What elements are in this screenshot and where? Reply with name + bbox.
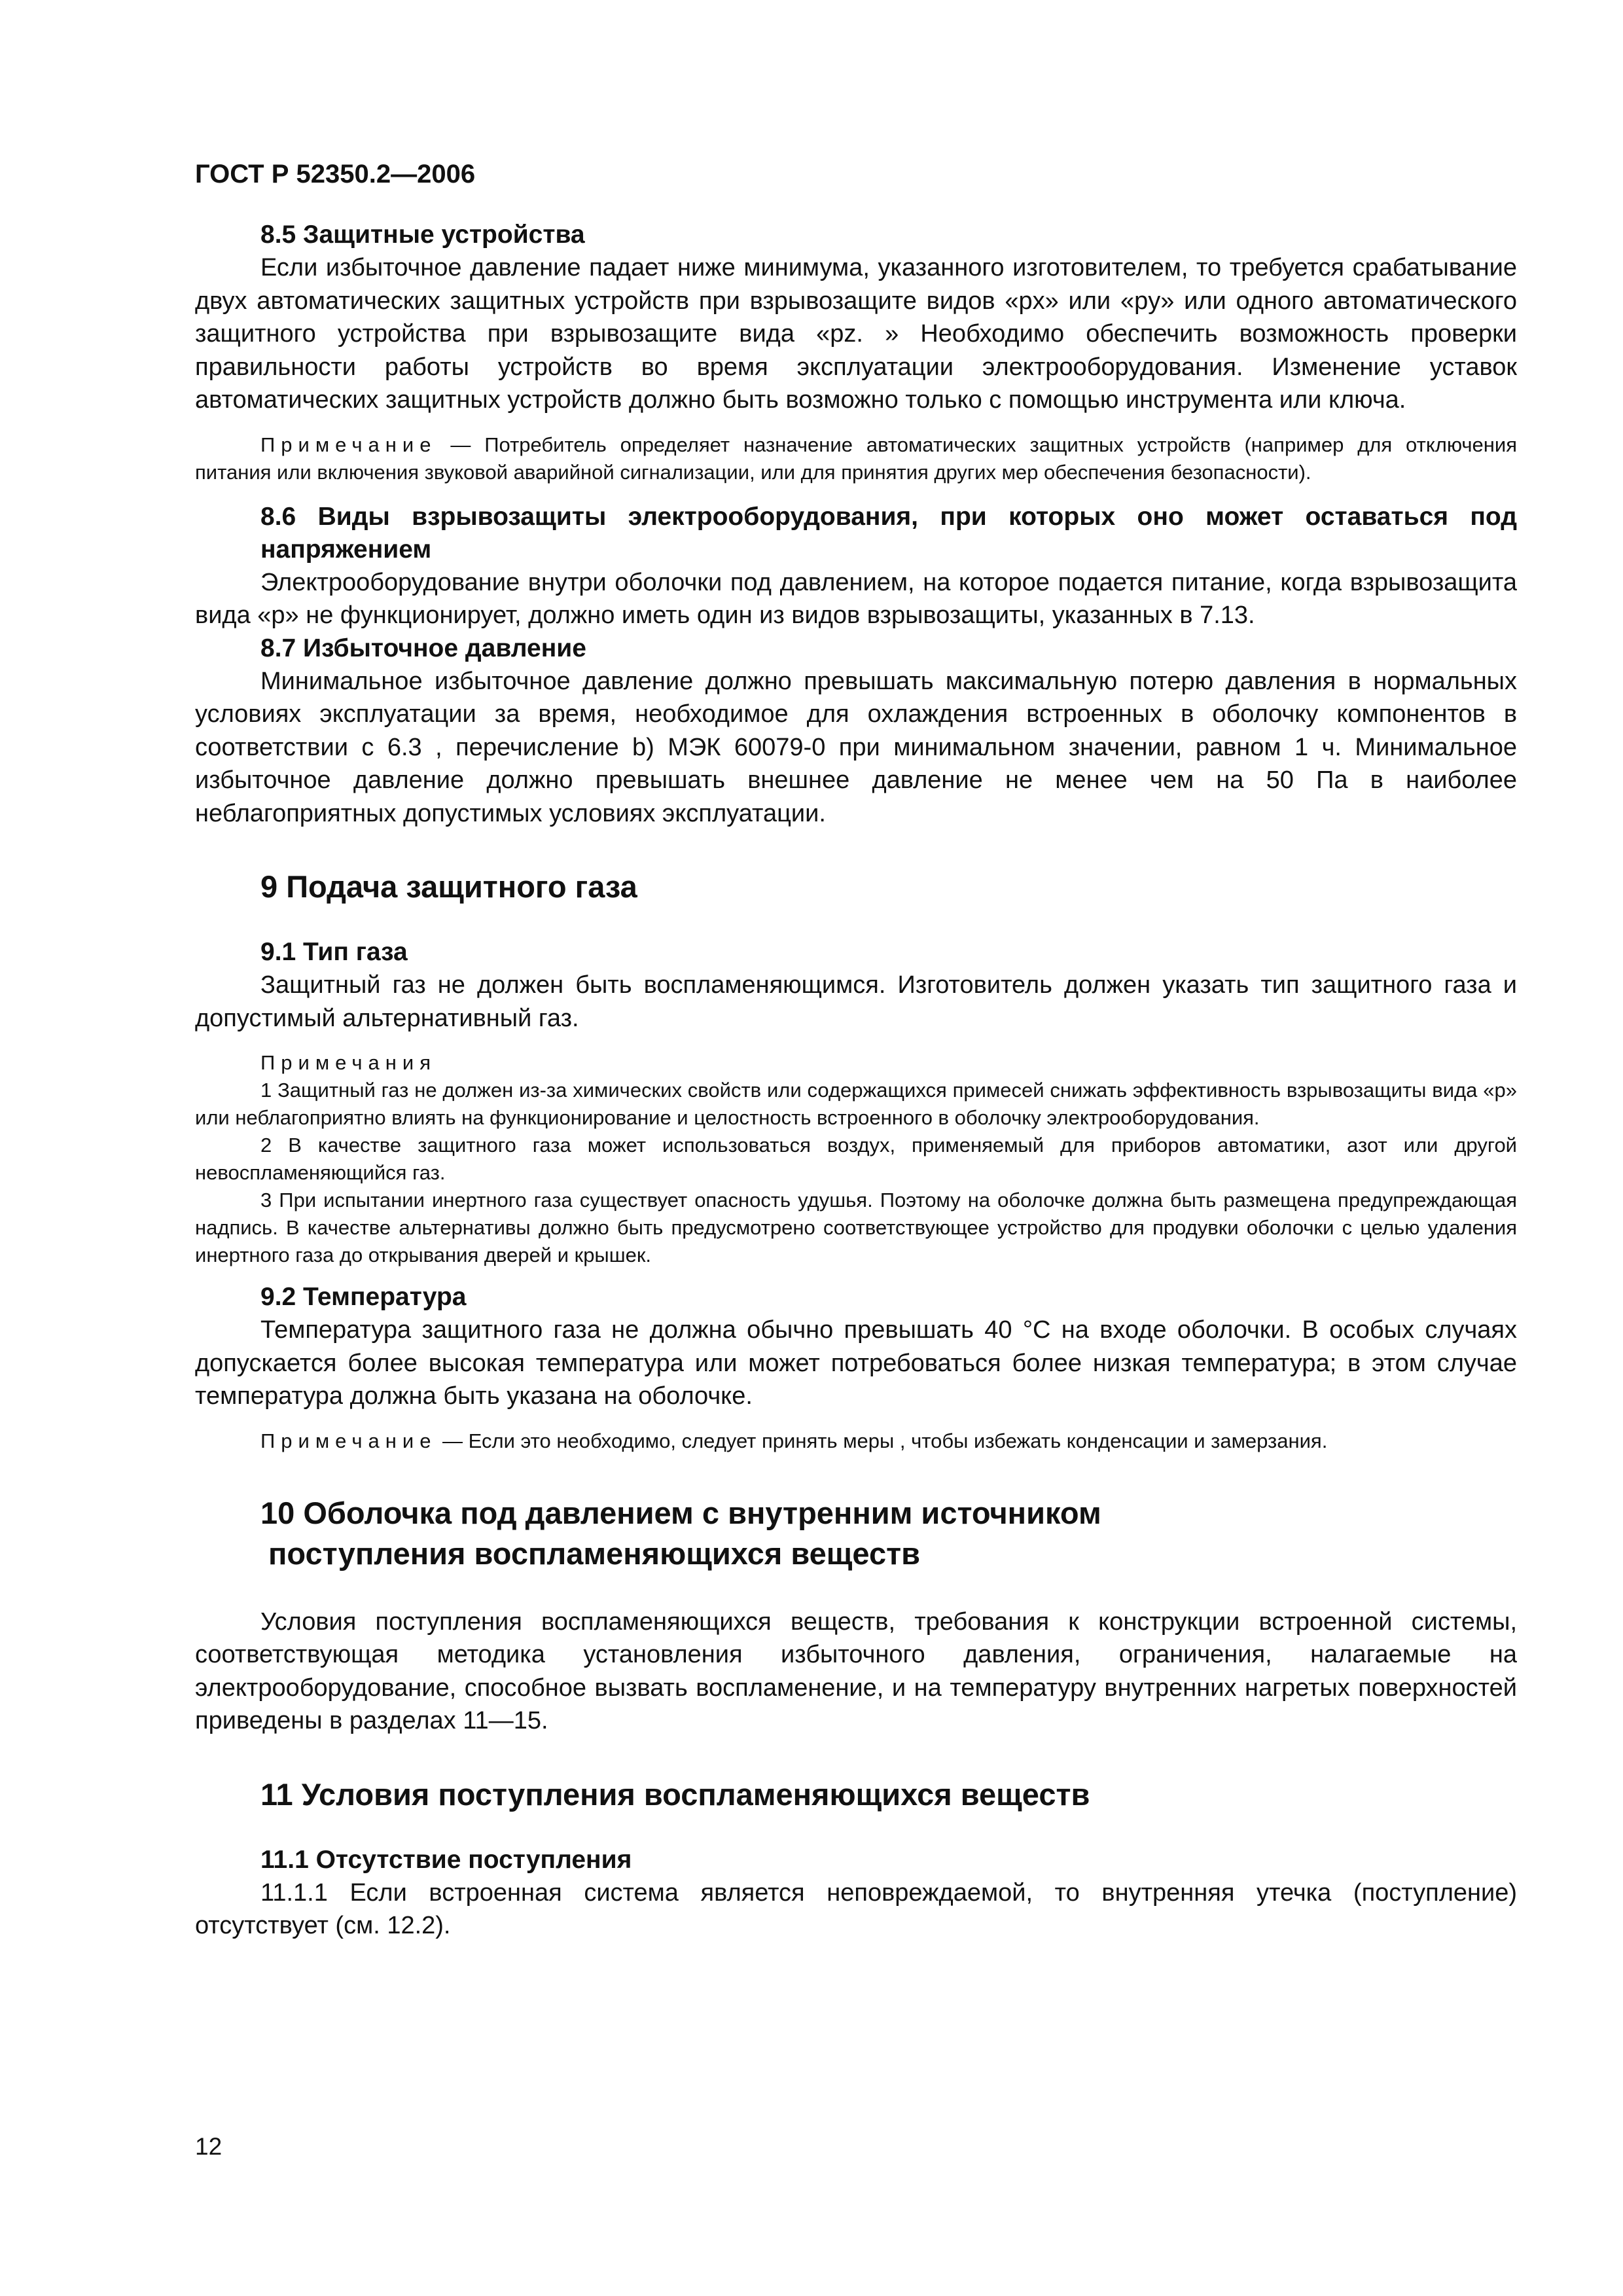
subsection-title-11-1: 11.1 Отсутствие поступления [260,1845,632,1874]
document-page [195,157,1517,1943]
subsection-title-8-5: 8.5 Защитные устройства [260,221,585,249]
paragraph-10: Условия поступления воспламеняющихся веществ, требования к конструкции встроенной системы, соответствующая методика установления избыточного давления, ограничения, налагаемые на электрооборудование, способное вызвать воспламенение, и на температуру внутренних нагретых поверхностей приведены в разделах 11—15. [195,1607,1517,1734]
note-label: Примечание [260,433,437,456]
note-9-1-3: 3 При испытании инертного газа существует опасность удушья. Поэтому на оболочке должна быть размещена предупреждающая надпись. В качестве альтернативы должно быть предусмотрено соответствующее устройство для продувки оболочки с целью удаления инертного газа до открывания дверей и крышек. [195,1189,1517,1266]
section-title-9: 9 Подача защитного газа [260,869,637,904]
paragraph-8-6: Электрооборудование внутри оболочки под давлением, на которое подается питание, когда взрывозащита вида «p» не функционирует, должно иметь один из видов взрывозащиты, указанных в 7.13. [195,568,1517,629]
document-code-header: ГОСТ Р 52350.2—2006 [195,160,476,188]
note-text: — Если это необходимо, следует принять меры , чтобы избежать конденсации и замерзания. [437,1429,1328,1452]
notes-heading-9-1: Примечания [260,1051,437,1074]
note-text: — Потребитель определяет назначение автоматических защитных устройств (например для отключения питания или включения звуковой аварийной сигнализации, или для принятия других мер обеспечения безопасности). [195,433,1517,484]
paragraph-8-7: Минимальное избыточное давление должно превышать максимальную потерю давления в нормальных условиях эксплуатации за время, необходимое для охлаждения встроенных в оболочку компонентов в соответствии с 6.3 , перечисление b) МЭК 60079-0 при минимальном значении, равном 1 ч. Минимальное избыточное давление должно превышать внешнее давление не менее чем на 50 Па в наиболее неблагоприятных допустимых условиях эксплуатации. [195,667,1517,827]
note-9-1-2: 2 В качестве защитного газа может использоваться воздух, применяемый для приборов автоматики, азот или другой невоспламеняющийся газ. [195,1134,1517,1184]
section-title-10-line1: 10 Оболочка под давлением с внутренним источником [260,1495,1101,1530]
note-label: Примечание [260,1429,437,1452]
paragraph-9-2: Температура защитного газа не должна обычно превышать 40 °С на входе оболочки. В особых случаях допускается более высокая температура или может потребоваться более низкая температура; в этом случае температура должна быть указана на оболочке. [195,1316,1517,1410]
note-9-2 [195,1427,1517,1455]
subsection-title-9-2: 9.2 Температура [260,1283,467,1311]
section-title-10 [195,1493,1517,1574]
section-title-11: 11 Условия поступления воспламеняющихся веществ [260,1776,1090,1812]
subsection-title-8-6: 8.6 Виды взрывозащиты электрооборудования, при которых оно может оставаться под напряжением [260,502,1517,564]
subsection-title-8-7: 8.7 Избыточное давление [260,634,586,662]
page-number: 12 [195,2133,223,2160]
paragraph-8-5: Если избыточное давление падает ниже минимума, указанного изготовителем, то требуется срабатывание двух автоматических защитных устройств при взрывозащите видов «px» или «py» или одного автоматического защитного устройства при взрывозащите вида «pz. » Необходимо обеспечить возможность проверки правильности работы устройств во время эксплуатации электрооборудования. Изменение уставок автоматических защитных устройств должно быть возможно только с помощью инструмента или ключа. [195,254,1517,414]
paragraph-11-1-1: 11.1.1 Если встроенная система является неповреждаемой, то внутренняя утечка (поступление) отсутствует (см. 12.2). [195,1878,1517,1939]
section-title-10-line2: поступления воспламеняющихся веществ [268,1535,920,1571]
note-9-1-1: 1 Защитный газ не должен из-за химических свойств или содержащихся примесей снижать эффективность взрывозащиты вида «p» или неблагоприятно влиять на функционирование и целостность встроенного в оболочку электрооборудования. [195,1079,1517,1129]
paragraph-9-1: Защитный газ не должен быть воспламеняющимся. Изготовитель должен указать тип защитного газа и допустимый альтернативный газ. [195,971,1517,1032]
note-8-5 [195,431,1517,486]
subsection-title-9-1: 9.1 Тип газа [260,938,408,966]
